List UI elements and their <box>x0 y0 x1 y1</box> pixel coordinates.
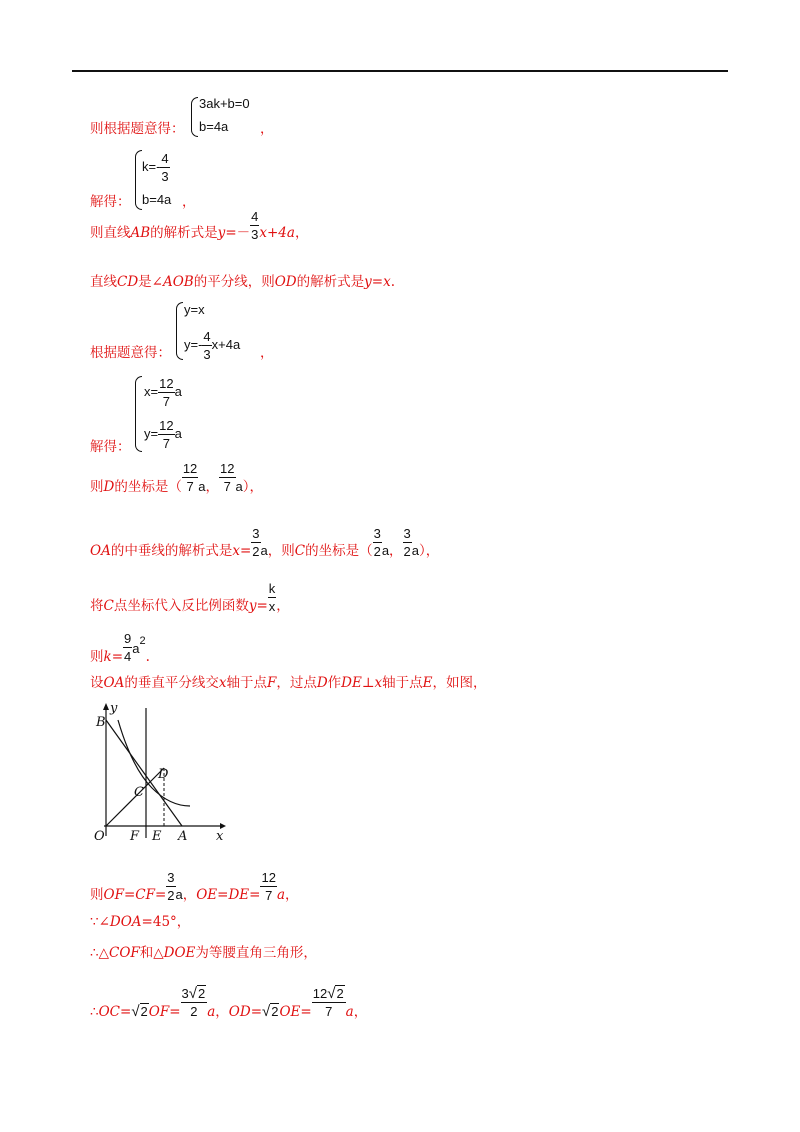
s7-n2: 12 <box>220 461 235 476</box>
s12-d1: 2 <box>167 888 175 903</box>
construction-note <box>90 674 487 692</box>
s10-tail: . <box>145 649 150 665</box>
label-a: A <box>178 829 188 844</box>
s2-tail: ， <box>182 194 196 210</box>
s8-x: x <box>232 543 240 559</box>
s7-d1: 7 <box>186 479 194 494</box>
s4-yx: y=x <box>364 274 391 290</box>
s8-d3: 2 <box>403 544 411 559</box>
s6-x-den: 7 <box>162 394 170 409</box>
s4-tail: . <box>390 274 395 290</box>
sqrt-symbol-2: √ <box>188 985 197 1002</box>
label-y: y <box>110 701 118 716</box>
s14-and: 和△ <box>139 945 164 961</box>
eq-y-sol <box>144 417 182 452</box>
eq-k-den: 3 <box>161 169 169 184</box>
s8-oa: OA <box>90 543 111 559</box>
s8-n1: 3 <box>252 526 260 541</box>
oc-od-lengths <box>90 985 368 1030</box>
s4-p3: 的平分线，则 <box>193 274 275 290</box>
s7-a2: a <box>235 479 243 494</box>
eq-k-num: 4 <box>161 151 169 166</box>
s1-tail: ， <box>260 121 274 137</box>
s3-den: 3 <box>251 227 259 242</box>
s12-oe: OE <box>196 887 218 903</box>
s7-comma: ， <box>205 479 220 495</box>
s13-because: ∵∠ <box>90 914 110 930</box>
s12-n2: 12 <box>261 870 276 885</box>
s11-f: F <box>266 675 277 691</box>
s9-eq: = <box>256 598 268 614</box>
header-rule <box>72 70 728 72</box>
s6-y-pre: y= <box>144 425 159 441</box>
y-axis-arrow <box>103 703 109 710</box>
s5-tail: ， <box>260 345 274 361</box>
s4-p2: 是∠ <box>138 274 163 290</box>
s6-y-den: 7 <box>162 436 170 451</box>
s13-rest: =45°， <box>141 914 191 930</box>
s12-comma: ， <box>182 887 197 903</box>
k-value <box>90 631 150 675</box>
s12-d2: 7 <box>265 888 273 903</box>
s8-a2: a <box>381 543 390 558</box>
s5-num: 4 <box>203 329 211 344</box>
eq-b: b=4a <box>142 192 172 207</box>
s11-x2: x <box>374 675 383 691</box>
s5-lead: 根据题意得： <box>90 345 171 361</box>
brace-2 <box>135 150 142 210</box>
label-e: E <box>152 829 162 844</box>
sqrt-symbol-4: √ <box>327 985 336 1002</box>
s9-y: y <box>248 598 257 614</box>
s11-d: D <box>316 675 328 691</box>
s11-oa: OA <box>103 675 125 691</box>
s3-ab: AB <box>130 225 151 241</box>
s8-d1: 2 <box>252 544 260 559</box>
sqrt-symbol-3: √ <box>262 1003 271 1020</box>
s10-k: k <box>103 649 112 665</box>
sqrt-symbol-1: √ <box>131 1003 140 1020</box>
s15-eq3: = <box>250 1004 263 1020</box>
s12-cf: CF <box>135 887 155 903</box>
s8-c: C <box>294 543 306 559</box>
s5-post: x+4a <box>211 336 241 352</box>
s11-p5: 作 <box>327 675 342 691</box>
label-d: D <box>158 767 169 782</box>
s13-doa: DOA <box>109 914 142 930</box>
s11-p8: ，如图， <box>432 675 487 691</box>
s3-y: y <box>217 225 226 241</box>
line-ab <box>106 720 182 826</box>
oa-perpendicular-bisector <box>90 526 440 569</box>
s3-tail: ， <box>294 225 309 241</box>
angle-doa <box>90 913 190 931</box>
s8-p3: 的坐标是（ <box>305 543 373 559</box>
s12-tail: ， <box>285 887 299 903</box>
eq-k <box>142 150 170 185</box>
line-ab-equation <box>90 209 309 251</box>
s10-p1: 则 <box>90 649 104 665</box>
eq-x-sol <box>144 375 182 410</box>
s12-eq4: = <box>249 887 261 903</box>
s6-x-post: a <box>174 383 182 399</box>
s10-exp: 2 <box>139 634 146 647</box>
s7-a1: a <box>198 479 206 494</box>
s12-a2: a <box>276 887 286 903</box>
s12-eq1: = <box>123 887 136 903</box>
s8-d2: 2 <box>373 544 381 559</box>
s15-d2: 7 <box>325 1004 333 1019</box>
s6-y-post: a <box>174 425 182 441</box>
s6-x-pre: x= <box>144 383 159 399</box>
s11-p3: 轴于点 <box>226 675 267 691</box>
s7-close: ）， <box>242 479 263 495</box>
s14-doe: DOE <box>163 945 196 961</box>
s15-r1: 2 <box>140 1004 148 1019</box>
eq-b-4a: b=4a <box>199 119 229 134</box>
s12-eq3: = <box>217 887 229 903</box>
s8-p1: 的中垂线的解析式是 <box>110 543 233 559</box>
s1-lead: 则根据题意得： <box>90 121 185 137</box>
s4-p1: 直线 <box>90 274 117 290</box>
of-cf-oe-de <box>90 870 299 913</box>
s11-e: E <box>422 675 433 691</box>
s3-rest: x+4a <box>259 225 295 241</box>
s12-a1: a <box>175 887 183 902</box>
s10-den: 4 <box>124 649 132 664</box>
s11-x1: x <box>218 675 227 691</box>
eq-y-line <box>184 328 240 363</box>
s3-t1: 则直线 <box>90 225 131 241</box>
eq-3ak-b-0: 3ak+b=0 <box>199 96 250 111</box>
s11-p7: 轴于点 <box>382 675 423 691</box>
s15-a2: a <box>345 1004 354 1020</box>
s15-tail: ， <box>353 1004 368 1020</box>
s12-n1: 3 <box>167 870 175 885</box>
s11-p1: 设 <box>90 675 104 691</box>
s5-den: 3 <box>203 347 211 362</box>
s11-p2: 的垂直平分线交 <box>124 675 219 691</box>
s8-close: ）， <box>419 543 440 559</box>
s15-d1: 2 <box>190 1004 198 1019</box>
s4-p4: 的解析式是 <box>296 274 365 290</box>
s15-eq4: = <box>300 1004 312 1020</box>
s15-of: OF <box>148 1004 170 1020</box>
s8-a3: a <box>411 543 420 558</box>
point-d-coords <box>90 461 263 505</box>
s14-therefore: ∴△ <box>90 945 109 961</box>
s7-n1: 12 <box>182 461 198 476</box>
s8-comma: ， <box>389 543 403 559</box>
label-c: C <box>134 785 144 800</box>
eq-k-pre: k=- <box>142 158 161 174</box>
s11-p6: ⊥ <box>361 675 375 691</box>
substitute-c <box>90 581 290 624</box>
s12-eq2: = <box>154 887 167 903</box>
s6-x-num: 12 <box>159 376 174 391</box>
isosceles-triangles <box>90 944 317 962</box>
s14-rest: 为等腰直角三角形， <box>195 945 317 961</box>
label-b: B <box>96 715 106 730</box>
s8-a1: a <box>260 543 268 558</box>
s15-therefore: ∴ <box>90 1004 99 1020</box>
label-o: O <box>94 829 105 844</box>
s9-p2: 点坐标代入反比例函数 <box>113 598 249 614</box>
s10-eq: = <box>111 649 123 665</box>
s12-of: OF <box>103 887 124 903</box>
s6-y-num: 12 <box>159 418 174 433</box>
s15-eq2: = <box>169 1004 181 1020</box>
hyperbola-curve <box>118 720 190 806</box>
s7-p2: 的坐标是（ <box>114 479 182 495</box>
s15-n1r: 2 <box>198 986 206 1001</box>
line-cd-bisector <box>90 273 395 291</box>
s15-od: OD <box>228 1004 251 1020</box>
s4-od: OD <box>274 274 297 290</box>
s6-lead: 解得： <box>90 439 131 455</box>
geometry-figure <box>88 698 228 848</box>
s15-n1a: 3 <box>181 986 189 1001</box>
s3-num: 4 <box>251 209 259 224</box>
brace-3 <box>176 302 183 360</box>
s9-tail: ， <box>276 598 290 614</box>
s9-den: x <box>268 599 276 614</box>
s2-lead: 解得： <box>90 194 131 210</box>
s11-de: DE <box>341 675 362 691</box>
s15-eq1: = <box>120 1004 132 1020</box>
s9-c: C <box>103 598 114 614</box>
s8-p2: ，则 <box>267 543 295 559</box>
s3-t2: 的解析式是 <box>150 225 218 241</box>
label-f: F <box>130 829 140 844</box>
s12-p1: 则 <box>90 887 104 903</box>
eq-y-x: y=x <box>184 302 205 317</box>
s8-eq: = <box>239 543 252 559</box>
s9-p1: 将 <box>90 598 104 614</box>
label-x: x <box>216 829 224 844</box>
brace-1 <box>191 97 198 137</box>
s15-r2: 2 <box>271 1004 279 1019</box>
s9-num: k <box>268 581 276 596</box>
s15-comma: ， <box>215 1004 229 1020</box>
s4-cd: CD <box>117 274 139 290</box>
s5-pre: y=- <box>184 336 203 352</box>
s4-aob: AOB <box>162 274 194 290</box>
s11-p4: ，过点 <box>276 675 317 691</box>
s3-eq: =－ <box>225 225 251 241</box>
s15-n2r: 2 <box>336 986 344 1001</box>
brace-4 <box>135 376 142 452</box>
s12-de: DE <box>228 887 250 903</box>
s8-n2: 3 <box>373 526 381 541</box>
s7-p1: 则 <box>90 479 104 495</box>
s15-oc: OC <box>98 1004 120 1020</box>
s10-num: 9 <box>124 631 132 646</box>
s15-oe: OE <box>279 1004 301 1020</box>
s15-n2a: 12 <box>312 986 328 1001</box>
s7-d: D <box>103 479 115 495</box>
s14-cof: COF <box>108 945 140 961</box>
s10-a: a <box>132 641 140 656</box>
s8-n3: 3 <box>403 526 411 541</box>
s7-d2: 7 <box>223 479 231 494</box>
s15-a1: a <box>207 1004 216 1020</box>
